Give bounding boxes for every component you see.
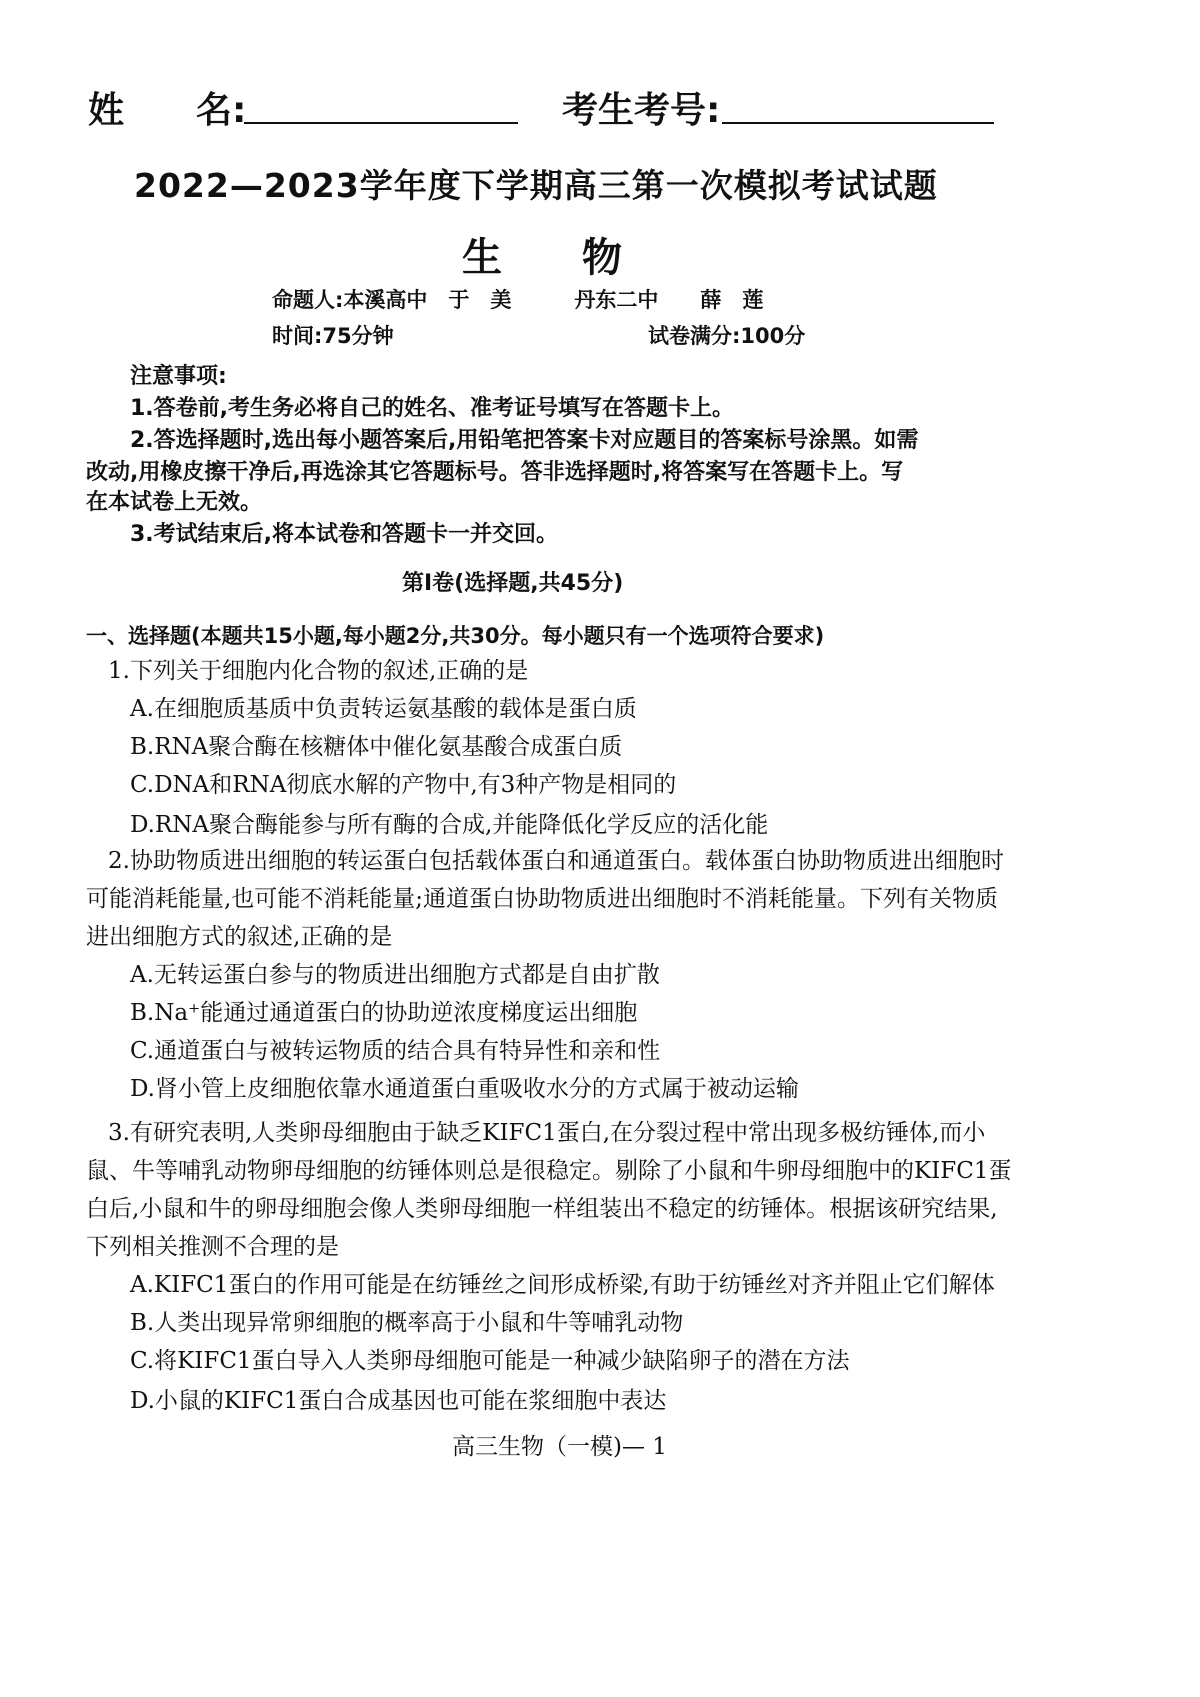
notes-title: 注意事项: (130, 364, 227, 389)
question-3-option-b: B.人类出现异常卵细胞的概率高于小鼠和牛等哺乳动物 (130, 1310, 684, 1336)
note-item-2-line-2: 改动,用橡皮擦干净后,再选涂其它答题标号。答非选择题时,将答案写在答题卡上。写 (86, 460, 904, 485)
note-item-3: 3.考试结束后,将本试卷和答题卡一并交回。 (130, 522, 559, 547)
question-3-option-c: C.将KIFC1蛋白导入人类卵母细胞可能是一种减少缺陷卵子的潜在方法 (130, 1348, 850, 1374)
exam-time: 时间:75分钟 (272, 324, 394, 348)
question-2-option-a: A.无转运蛋白参与的物质进出细胞方式都是自由扩散 (130, 962, 660, 988)
exam-number-input-line[interactable] (722, 122, 994, 124)
authors-line: 命题人:本溪高中 于 美 丹东二中 薛 莲 (272, 288, 764, 312)
question-3-stem-line-2: 鼠、牛等哺乳动物卵母细胞的纺锤体则总是很稳定。剔除了小鼠和牛卵母细胞中的KIFC1蛋 (86, 1158, 1012, 1184)
subject-title: 生 物 (462, 235, 622, 281)
question-3-option-d: D.小鼠的KIFC1蛋白合成基因也可能在浆细胞中表达 (130, 1388, 667, 1414)
note-item-1: 1.答卷前,考生务必将自己的姓名、准考证号填写在答题卡上。 (130, 396, 735, 421)
exam-number-label: 考生考号: (562, 90, 721, 131)
name-input-line[interactable] (244, 122, 518, 124)
name-label: 姓 名: (88, 90, 247, 131)
question-2-stem-line-2: 可能消耗能量,也可能不消耗能量;通道蛋白协助物质进出细胞时不消耗能量。下列有关物质 (86, 886, 999, 912)
section-1-title: 一、选择题(本题共15小题,每小题2分,共30分。每小题只有一个选项符合要求) (86, 624, 825, 648)
question-2-stem-line-1: 2.协助物质进出细胞的转运蛋白包括载体蛋白和通道蛋白。载体蛋白协助物质进出细胞时 (108, 848, 1004, 874)
question-3-stem-line-3: 白后,小鼠和牛的卵母细胞会像人类卵母细胞一样组装出不稳定的纺锤体。根据该研究结果, (86, 1196, 998, 1222)
note-item-2-line-3: 在本试卷上无效。 (86, 490, 263, 515)
question-3-stem-line-1: 3.有研究表明,人类卵母细胞由于缺乏KIFC1蛋白,在分裂过程中常出现多极纺锤体,而小 (108, 1120, 986, 1146)
question-1-option-a: A.在细胞质基质中负责转运氨基酸的载体是蛋白质 (130, 696, 637, 722)
question-2-option-c: C.通道蛋白与被转运物质的结合具有特异性和亲和性 (130, 1038, 661, 1064)
question-1-option-c: C.DNA和RNA彻底水解的产物中,有3种产物是相同的 (130, 772, 677, 798)
exam-title: 2022—2023学年度下学期高三第一次模拟考试试题 (134, 166, 938, 205)
question-2-stem-line-3: 进出细胞方式的叙述,正确的是 (86, 924, 393, 950)
question-1-stem: 1.下列关于细胞内化合物的叙述,正确的是 (108, 658, 529, 684)
question-3-stem-line-4: 下列相关推测不合理的是 (86, 1234, 339, 1260)
full-score: 试卷满分:100分 (648, 324, 806, 348)
question-1-option-d: D.RNA聚合酶能参与所有酶的合成,并能降低化学反应的活化能 (130, 812, 769, 838)
page-footer: 高三生物（一模)— 1 (452, 1434, 667, 1460)
question-3-option-a: A.KIFC1蛋白的作用可能是在纺锤丝之间形成桥梁,有助于纺锤丝对齐并阻止它们解体 (130, 1272, 995, 1298)
question-2-option-d: D.肾小管上皮细胞依靠水通道蛋白重吸收水分的方式属于被动运输 (130, 1076, 799, 1102)
part-1-title: 第Ⅰ卷(选择题,共45分) (402, 571, 624, 596)
note-item-2-line-1: 2.答选择题时,选出每小题答案后,用铅笔把答案卡对应题目的答案标号涂黑。如需 (130, 428, 919, 453)
question-2-option-b: B.Na⁺能通过通道蛋白的协助逆浓度梯度运出细胞 (130, 1000, 638, 1026)
question-1-option-b: B.RNA聚合酶在核糖体中催化氨基酸合成蛋白质 (130, 734, 623, 760)
